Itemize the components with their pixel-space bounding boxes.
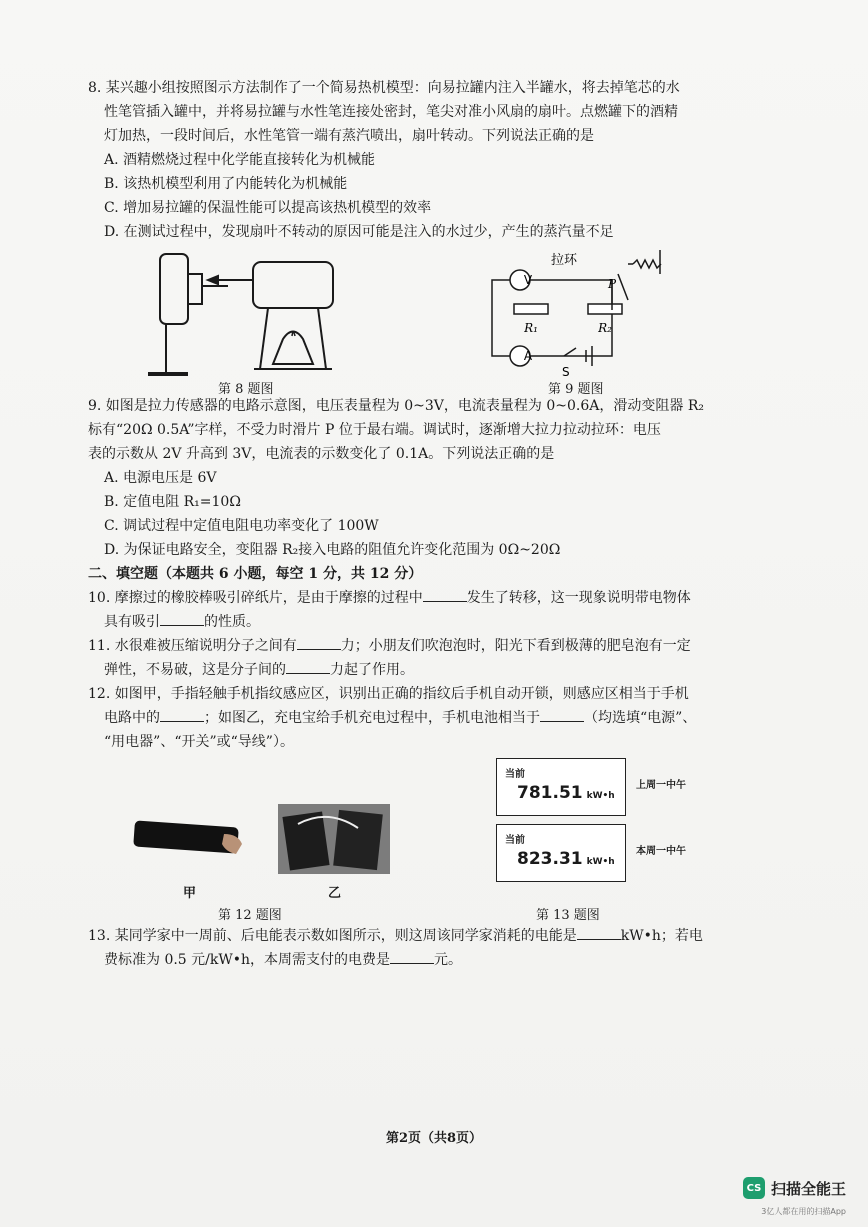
q10-blank-2[interactable] — [160, 611, 204, 626]
q12-text-b: 电路中的 — [104, 710, 160, 726]
q11-text-a: 11. 水很难被压缩说明分子之间有 — [88, 638, 297, 654]
figure-row-12-13 — [88, 754, 808, 924]
q9-figure-caption: 第 9 题图 — [548, 382, 604, 397]
label-jia: 甲 — [183, 886, 197, 901]
q8-stem-line-2: 性笔管插入罐中，并将易拉罐与水性笔连接处密封，笔尖对准小风扇的扇叶。点燃罐下的酒精 — [104, 104, 678, 120]
q11-text-d: 力起了作用。 — [330, 662, 414, 678]
section-2-heading: 二、填空题（本题共 6 小题，每空 1 分，共 12 分） — [88, 566, 423, 582]
powerbank-photo — [278, 804, 390, 874]
q10-text-d: 的性质。 — [204, 614, 260, 630]
figure-row-8-9 — [88, 244, 808, 397]
can-figure — [208, 262, 333, 369]
q12-line-2 — [88, 706, 808, 730]
q13-blank-2[interactable] — [390, 949, 434, 964]
q12-figure-caption: 第 12 题图 — [218, 908, 282, 923]
q10-line-1 — [88, 586, 808, 610]
q8-option-a: A. 酒精燃烧过程中化学能直接转化为机械能 — [104, 152, 376, 168]
q11-blank-1[interactable] — [297, 635, 341, 650]
scanner-watermark — [743, 1177, 846, 1199]
q12-blank-2[interactable] — [540, 707, 584, 722]
camscanner-name: 扫描全能王 — [770, 1179, 846, 1198]
q13-line-2 — [88, 948, 808, 972]
q9-stem-line-3: 表的示数从 2V 升高到 3V，电流表的示数变化了 0.1A。下列说法正确的是 — [88, 446, 555, 462]
q12-line-3: “用电器”、“开关”或“导线”）。 — [104, 734, 294, 750]
meter-1-value — [517, 781, 615, 808]
q13-text-b: kW•h；若电 — [620, 928, 703, 944]
q10-blank-1[interactable] — [423, 587, 467, 602]
meter-2-reading: 823.31 — [517, 849, 583, 869]
meter-1-unit: kW•h — [586, 791, 615, 801]
q12-blank-1[interactable] — [160, 707, 204, 722]
q12-line-1: 12. 如图甲，手指轻触手机指纹感应区，识别出正确的指纹后手机自动开锁，则感应区相当于手机 — [88, 686, 689, 702]
q8-stem-line-1: 8. 某兴趣小组按照图示方法制作了一个简易热机模型：向易拉罐内注入半罐水，将去掉笔芯的水 — [88, 80, 680, 96]
q9-stem-line-1: 9. 如图是拉力传感器的电路示意图，电压表量程为 0~3V，电流表量程为 0~0.6A，滑动变阻器 R₂ — [88, 398, 704, 414]
meter-2-side-label: 本周一中午 — [636, 846, 686, 857]
q10-text-b: 发生了转移，这一现象说明带电物体 — [466, 590, 691, 606]
meter-this-week — [496, 824, 626, 882]
meter-1-side-label: 上周一中午 — [636, 780, 686, 791]
meter-2-unit: kW•h — [586, 857, 615, 867]
q13-text-c: 费标准为 0.5 元/kW•h，本周需支付的电费是 — [104, 952, 391, 968]
q13-figure-caption: 第 13 题图 — [536, 908, 600, 923]
slider-p-label: P — [608, 277, 617, 291]
q13-text-d: 元。 — [434, 952, 463, 968]
meter-last-week — [496, 758, 626, 816]
q8-figure-caption: 第 8 题图 — [218, 382, 274, 397]
meter-2-value — [517, 847, 615, 874]
q10-line-2 — [88, 610, 808, 634]
page-content — [88, 76, 808, 972]
q10-text-c: 具有吸引 — [104, 614, 160, 630]
camscanner-tagline: 3亿人都在用的扫描App — [761, 1207, 846, 1216]
q8-option-c: C. 增加易拉罐的保温性能可以提高该热机模型的效率 — [104, 200, 432, 216]
label-yi: 乙 — [328, 886, 342, 901]
q11-blank-2[interactable] — [286, 659, 330, 674]
q8-stem-line-3: 灯加热，一段时间后，水性笔管一端有蒸汽喷出，扇叶转动。下列说法正确的是 — [104, 128, 594, 144]
q12-text-d: （均选填“电源”、 — [584, 710, 697, 726]
q12-text-c: ；如图乙，充电宝给手机充电过程中，手机电池相当于 — [204, 710, 540, 726]
q9-stem-line-2: 标有“20Ω 0.5A”字样，不受力时滑片 P 位于最右端。调试时，逐渐增大拉力拉动拉环：电压 — [88, 422, 661, 438]
switch-label: S — [562, 365, 570, 379]
q9-option-a: A. 电源电压是 6V — [104, 470, 217, 486]
meter-2-label: 当前 — [505, 835, 525, 846]
ammeter-label: A — [523, 349, 533, 363]
voltmeter-label: V — [523, 273, 533, 287]
q13-text-a: 13. 某同学家中一周前、后电能表示数如图所示，则这周该同学家消耗的电能是 — [88, 928, 577, 944]
page-footer: 第2页（共8页） — [385, 1131, 483, 1146]
q11-line-2 — [88, 658, 808, 682]
phone-photo — [128, 814, 248, 864]
meter-1-reading: 781.51 — [517, 783, 583, 803]
r1-label: R₁ — [524, 321, 538, 335]
meter-1-label: 当前 — [505, 769, 525, 780]
q8-option-b: B. 该热机模型利用了内能转化为机械能 — [104, 176, 348, 192]
pull-ring-label: 拉环 — [550, 253, 578, 268]
q10-text-a: 10. 摩擦过的橡胶棒吸引碎纸片，是由于摩擦的过程中 — [88, 590, 423, 606]
r2-label: R₂ — [598, 321, 612, 335]
q8-option-d: D. 在测试过程中，发现扇叶不转动的原因可能是注入的水过少，产生的蒸汽量不足 — [104, 224, 614, 240]
q11-line-1 — [88, 634, 808, 658]
q9-option-c: C. 调试过程中定值电阻电功率变化了 100W — [104, 518, 379, 534]
q11-text-b: 力；小朋友们吹泡泡时，阳光下看到极薄的肥皂泡有一定 — [340, 638, 691, 654]
q9-option-d: D. 为保证电路安全，变阻器 R₂接入电路的阻值允许变化范围为 0Ω~20Ω — [104, 542, 561, 558]
fan-figure — [148, 254, 228, 374]
q11-text-c: 弹性，不易破，这是分子间的 — [104, 662, 286, 678]
figures-8-9-svg — [88, 244, 808, 394]
camscanner-logo-icon: CS — [743, 1177, 765, 1199]
q9-option-b: B. 定值电阻 R₁=10Ω — [104, 494, 241, 510]
q13-line-1 — [88, 924, 808, 948]
